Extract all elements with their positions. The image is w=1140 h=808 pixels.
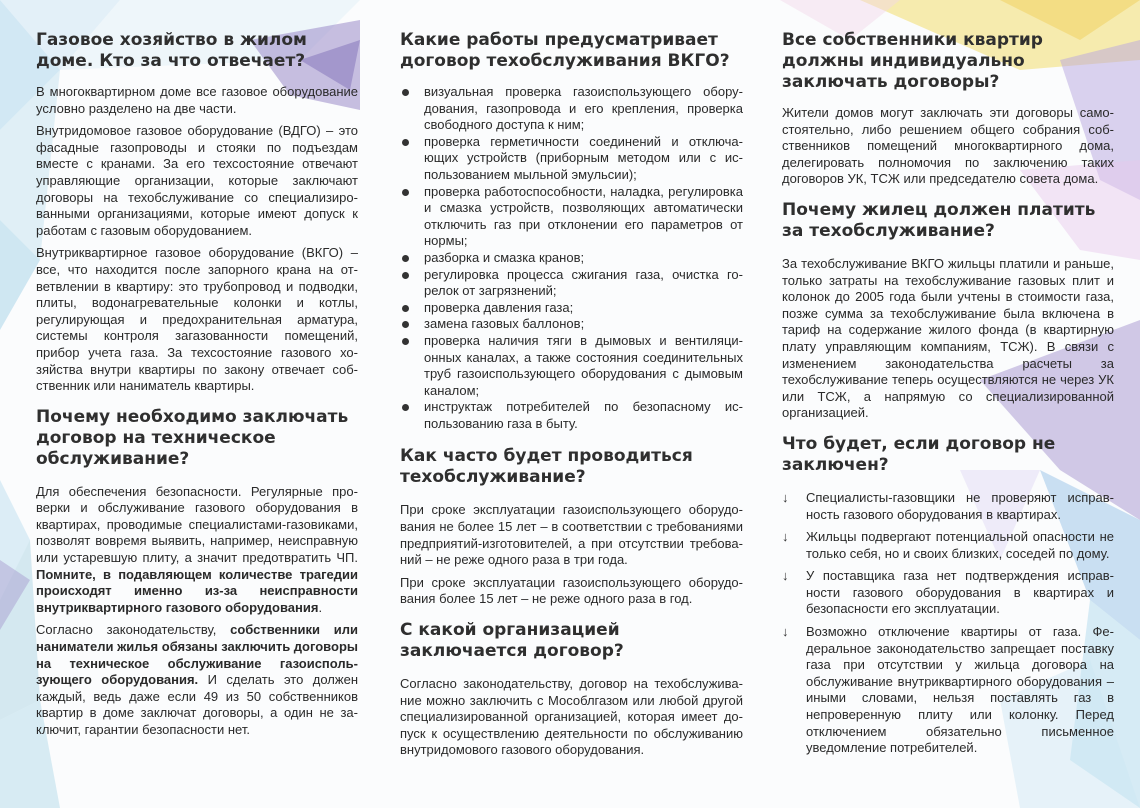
column-right bbox=[782, 30, 1114, 767]
paragraph-legislation: Согласно законодательству, собственники или наниматели жилья обязаны заключить договоры на техническое обслуживание газоиспользующего оборудования. И сделать это должен каждый, ведь даже если 49 из 50 собственников квартир в доме заключат договоры, а один не заключит, гарантии безопасности нет. bbox=[36, 622, 358, 737]
arrow-down-icon: ↓ bbox=[782, 624, 789, 640]
paragraph-period-15: При сроке эксплуатации газоиспользующего оборудования не более 15 лет – в соответствии с требованиями предприятий-изготовителей, а при отсутствии требований – не реже одного раза в три года. bbox=[400, 502, 743, 568]
heading-why-pay: Почему жилец должен платить за техобслуживание? bbox=[782, 199, 1096, 241]
heading-gas-household: Газовое хозяйство в жилом доме. Кто за что отвечает? bbox=[36, 30, 307, 71]
heading-no-contract: Что будет, если договор не заключен? bbox=[782, 433, 1056, 475]
heading-which-organization: С какой организацией заключается договор? bbox=[400, 620, 624, 662]
list-item: регулировка процесса сжигания газа, очистка горелок от загрязнений; bbox=[400, 267, 743, 300]
list-item: ↓ У поставщика газа нет подтверждения исправности газового оборудования в квартирах и безопасности его эксплуатации. bbox=[782, 568, 1114, 617]
heading-individual-contracts: Все собственники квартир должны индивидуально заключать договоры? bbox=[782, 30, 1043, 92]
heading-how-often: Как часто будет проводиться техобслуживание? bbox=[400, 446, 693, 488]
arrow-down-icon: ↓ bbox=[782, 489, 789, 505]
list-item: проверка давления газа; bbox=[400, 300, 743, 317]
arrow-down-icon: ↓ bbox=[782, 529, 789, 545]
arrow-down-icon: ↓ bbox=[782, 568, 789, 584]
list-item: проверка работоспособности, наладка, регулировка и смазка устройств, позволяющих автоматически отключить газ при отклонении его параметров от нормы; bbox=[400, 184, 743, 250]
list-item: проверка наличия тяги в дымовых и вентиляционных каналах, а также состояния соединительных труб газоиспользующего оборудования с дымовым каналом; bbox=[400, 333, 743, 399]
paragraph-safety: Для обеспечения безопасности. Регулярные проверки и обслуживание газового оборудования в квартирах, проводимые специалистами-газовиками, позволят вовремя выявить, например, неисправную или устаревшую плиту, а значит предотвратить ЧП. Помните, в подавляющем количестве трагедии происходят именно из-за неисправности внутриквартирного газового оборудования. bbox=[36, 483, 358, 615]
list-item: ↓ Жильцы подвергают потенциальной опасности не только себя, но и своих близких, соседей по дому. bbox=[782, 529, 1114, 561]
list-item: визуальная проверка газоиспользующего оборудования, газопровода и его крепления, проверка свободного доступа к ним; bbox=[400, 84, 743, 134]
paragraph-vkgo: Внутриквартирное газовое оборудование (ВКГО) – все, что находится после запорного крана на ответвлении в квартиру: это трубопровод и подводки, плиты, водонагревательные колонки и котлы, регулирующая и предохранительная арматура, системы контроля загазованности помещений, прибор учета газа. За техсостояние газового хозяйства внутри квартиры по закону отвечает собственник или наниматель квартиры. bbox=[36, 245, 358, 394]
paragraph-period-over-15: При сроке эксплуатации газоиспользующего оборудования более 15 лет – не реже одного раза в год. bbox=[400, 574, 743, 607]
list-item: ↓ Возможно отключение квартиры от газа. Федеральное законодательство запрещает поставку газа при отсутствии у жильца договора на обслуживание внутриквартирного оборудования – иными словами, нельзя поставлять газ в непроверенную плиту или колонку. Перед отключением обязательно письменное уведомление потребителей. bbox=[782, 624, 1114, 756]
list-item: проверка герметичности соединений и отключающих устройств (приборным методом или с использованием мыльной эмульсии); bbox=[400, 134, 743, 184]
heading-why-contract: Почему необходимо заключать договор на техническое обслуживание? bbox=[36, 406, 349, 469]
list-item: разборка и смазка кранов; bbox=[400, 250, 743, 267]
heading-works-included: Какие работы предусматривает договор техобслуживания ВКГО? bbox=[400, 30, 730, 71]
paragraph-vdgo: Внутридомовое газовое оборудование (ВДГО) – это фасадные газопроводы и стояки по подъездам вместе с кранами. За его техсостояние отвечают управляющие организации, которые заключают договоры на техобслуживание со специализированными организациями, которые имеют допуск к работам с газовым оборудованием. bbox=[36, 123, 358, 238]
column-left bbox=[36, 30, 358, 745]
paragraph-individual: Жители домов могут заключать эти договоры самостоятельно, либо решением общего собрания собственников помещений многоквартирного дома, делегировать полномочия по заключению таких договоров УК, ТСЖ или председателю совета дома. bbox=[782, 105, 1114, 187]
paragraph-intro: В многоквартирном доме все газовое оборудование условно разделено на две части. bbox=[36, 84, 358, 116]
column-middle bbox=[400, 30, 743, 765]
works-list bbox=[400, 84, 743, 432]
consequences-list bbox=[782, 490, 1114, 757]
list-item: ↓ Специалисты-газовщики не проверяют исправность газового оборудования в квартирах. bbox=[782, 489, 1114, 522]
paragraph-organization: Согласно законодательству, договор на техобслуживание можно заключить с Мособлгазом или любой другой специализированной организацией, которая имеет допуск к осуществлению деятельности по обслуживанию внутридомового газового оборудования. bbox=[400, 676, 743, 758]
paragraph-payment: За техобслуживание ВКГО жильцы платили и раньше, только затраты на техобслуживание газовых плит и колонок до 2005 года были учтены в стоимости газа, позже сумма за техобслуживание была включена в тариф на содержание жилого фонда (в квартирную плату управляющим компаниям, ТСЖ). В связи с изменением законодательства расчеты за техобслуживание теперь осуществляются не через УК или ТСЖ, а напрямую со специализированной организацией. bbox=[782, 255, 1114, 421]
list-item: замена газовых баллонов; bbox=[400, 316, 743, 333]
list-item: инструктаж потребителей по безопасному использованию газа в быту. bbox=[400, 399, 743, 432]
